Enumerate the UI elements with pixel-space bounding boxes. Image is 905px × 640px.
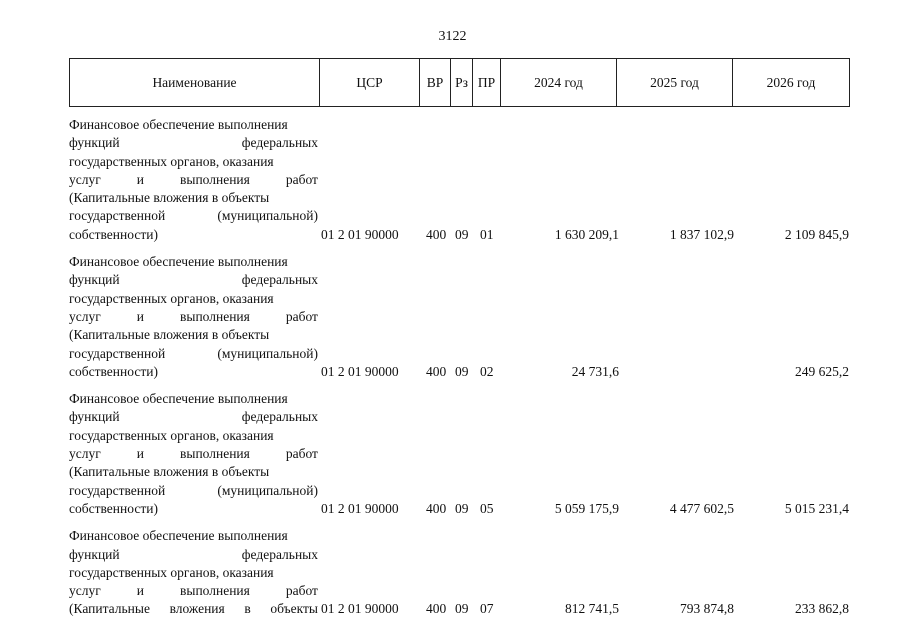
- header-name: Наименование: [70, 59, 320, 107]
- name-word: собственности): [69, 363, 158, 379]
- cell-rz: 09: [455, 363, 469, 379]
- name-line: [69, 427, 318, 445]
- name-line: [69, 445, 318, 463]
- cell-2024: 5 059 175,9: [554, 500, 619, 516]
- cell-2024: 812 741,5: [565, 601, 619, 617]
- name-word: выполнения: [180, 583, 250, 599]
- cell-pr: 01: [480, 226, 494, 242]
- cell-2026: 5 015 231,4: [784, 500, 849, 516]
- name-word: (Капитальные вложения в объекты: [69, 190, 270, 206]
- cell-csr: 01 2 01 90000: [321, 500, 399, 516]
- cell-2026: 249 625,2: [795, 363, 849, 379]
- header-rz: Рз: [451, 59, 473, 107]
- cell-2026: 233 862,8: [795, 601, 849, 617]
- name-line: [69, 271, 318, 289]
- name-word: и: [136, 583, 145, 599]
- name-word: Финансовое обеспечение выполнения: [69, 117, 288, 132]
- name-word: Финансовое обеспечение выполнения: [69, 528, 288, 544]
- row-values: [321, 363, 851, 381]
- name-word: выполнения: [180, 446, 250, 462]
- row-name: [69, 116, 318, 244]
- name-word: государственной: [69, 482, 166, 498]
- cell-rz: 09: [455, 226, 469, 242]
- name-word: услуг: [69, 446, 101, 462]
- header-vr: ВР: [420, 59, 451, 107]
- cell-rz: 09: [455, 601, 469, 617]
- name-word: функций: [69, 272, 120, 288]
- name-line: [69, 226, 318, 244]
- row-name: [69, 253, 318, 381]
- cell-2025: 4 477 602,5: [669, 500, 734, 516]
- name-word: собственности): [69, 226, 158, 242]
- cell-vr: 400: [426, 500, 447, 516]
- name-line: [69, 134, 318, 152]
- name-word: работ: [285, 446, 318, 462]
- name-word: функций: [69, 135, 120, 151]
- header-row: [70, 59, 850, 107]
- name-word: и: [136, 171, 145, 187]
- cell-pr: 05: [480, 500, 494, 516]
- name-line: [69, 116, 318, 134]
- name-word: вложения: [169, 601, 225, 617]
- name-line: [69, 207, 318, 225]
- name-word: Финансовое обеспечение выполнения: [69, 254, 288, 270]
- header-csr: ЦСР: [320, 59, 420, 107]
- cell-2024: 24 731,6: [571, 363, 619, 379]
- name-word: (Капитальные вложения в объекты: [69, 327, 270, 343]
- name-word: государственных органов, оказания: [69, 290, 274, 306]
- cell-csr: 01 2 01 90000: [321, 363, 399, 379]
- name-word: работ: [285, 583, 318, 599]
- cell-csr: 01 2 01 90000: [321, 226, 399, 242]
- name-word: услуг: [69, 171, 101, 187]
- name-word: в: [244, 601, 251, 617]
- name-word: функций: [69, 409, 120, 425]
- name-line: [69, 308, 318, 326]
- cell-2026: 2 109 845,9: [784, 226, 849, 242]
- cell-pr: 02: [480, 363, 494, 379]
- name-word: (Капитальные: [69, 601, 150, 617]
- cell-csr: 01 2 01 90000: [321, 601, 399, 617]
- name-line: [69, 326, 318, 344]
- name-word: функций: [69, 546, 120, 562]
- name-word: собственности): [69, 500, 158, 516]
- name-word: работ: [285, 171, 318, 187]
- name-word: федеральных: [241, 135, 318, 151]
- name-word: и: [136, 308, 145, 324]
- table-row: [69, 253, 851, 381]
- name-line: [69, 463, 318, 481]
- table-row: [69, 390, 851, 518]
- name-line: [69, 390, 318, 408]
- table-header: [69, 58, 850, 107]
- name-line: [69, 482, 318, 500]
- name-word: работ: [285, 308, 318, 324]
- name-word: (Капитальные вложения в объекты: [69, 464, 270, 480]
- page-number: 3122: [438, 29, 467, 44]
- name-line: [69, 290, 318, 308]
- name-word: (муниципальной): [217, 345, 318, 361]
- table-body: [69, 116, 851, 628]
- name-line: [69, 527, 318, 545]
- header-2026: 2026 год: [733, 59, 850, 107]
- name-line: [69, 189, 318, 207]
- row-values: [321, 600, 851, 618]
- name-word: выполнения: [180, 308, 250, 324]
- cell-vr: 400: [426, 226, 447, 242]
- name-line: [69, 253, 318, 271]
- name-word: государственной: [69, 208, 166, 224]
- name-word: государственных органов, оказания: [69, 564, 274, 580]
- name-word: федеральных: [241, 409, 318, 425]
- name-word: услуг: [69, 583, 101, 599]
- name-word: выполнения: [180, 171, 250, 187]
- name-word: услуг: [69, 308, 101, 324]
- header-pr: ПР: [473, 59, 501, 107]
- name-line: [69, 363, 318, 381]
- row-values: [321, 500, 851, 518]
- name-word: объекты: [270, 601, 318, 617]
- row-name: [69, 527, 318, 618]
- name-word: (муниципальной): [217, 208, 318, 224]
- cell-vr: 400: [426, 601, 447, 617]
- name-line: [69, 345, 318, 363]
- name-word: (муниципальной): [217, 482, 318, 498]
- cell-pr: 07: [480, 601, 494, 617]
- header-2024: 2024 год: [501, 59, 617, 107]
- table-row: [69, 527, 851, 618]
- cell-vr: 400: [426, 363, 447, 379]
- row-values: [321, 226, 851, 244]
- name-word: государственной: [69, 345, 166, 361]
- cell-2025: 793 874,8: [680, 601, 734, 617]
- name-line: [69, 171, 318, 189]
- name-word: федеральных: [241, 272, 318, 288]
- name-word: и: [136, 446, 145, 462]
- name-line: [69, 564, 318, 582]
- name-line: [69, 153, 318, 171]
- name-line: [69, 500, 318, 518]
- name-word: Финансовое обеспечение выполнения: [69, 391, 288, 407]
- name-line: [69, 600, 318, 618]
- cell-2024: 1 630 209,1: [554, 226, 619, 242]
- header-2025: 2025 год: [617, 59, 733, 107]
- row-name: [69, 390, 318, 518]
- name-word: государственных органов, оказания: [69, 153, 274, 169]
- name-word: федеральных: [241, 546, 318, 562]
- name-line: [69, 408, 318, 426]
- table-row: [69, 116, 851, 244]
- name-line: [69, 582, 318, 600]
- cell-2025: 1 837 102,9: [669, 226, 734, 242]
- cell-rz: 09: [455, 500, 469, 516]
- name-word: государственных органов, оказания: [69, 427, 274, 443]
- name-line: [69, 546, 318, 564]
